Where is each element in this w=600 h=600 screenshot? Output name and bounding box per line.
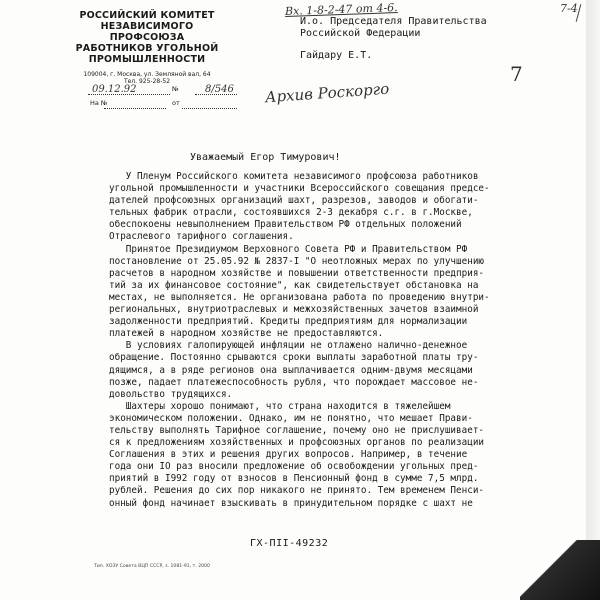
- body-line: обеспокоены невыполнением Правительством РФ отдельных положений: [109, 219, 462, 231]
- body-line: Шахтеры хорошо понимают, что страна находится в тяжелейшем: [109, 400, 451, 412]
- date-underline: [88, 94, 170, 95]
- org-phone: Тел. 925-28-52: [123, 78, 171, 85]
- org-name-line-3: РАБОТНИКОВ УГОЛЬНОЙ: [75, 43, 219, 54]
- addressee-line-1: И.о. Председателя Правительства: [300, 16, 487, 27]
- body-line: тий за их финансовое состояние", как свидетельствует обстановка на: [109, 279, 479, 291]
- body-line: местах, не выполняется. Не организована работа по проведению внутри-: [109, 291, 490, 303]
- addressee-block: [300, 16, 540, 62]
- body-line: онный фонд начинает взыскивать в принудительном порядке с шахт не: [109, 497, 473, 509]
- handwritten-page-number: 7-4: [560, 2, 578, 15]
- reply-to-number-label: На №: [90, 99, 108, 107]
- handwritten-archive-note: Архив Роскорго: [264, 79, 390, 107]
- addressee-line-2: Российской Федерации: [300, 28, 421, 39]
- org-name-line-1: РОССИЙСКИЙ КОМИТЕТ: [79, 10, 215, 21]
- body-line: платежей в народном хозяйстве не предоставляются.: [109, 328, 384, 340]
- body-line: года они IO раз вносили предложение об освобождении угольных пред-: [109, 461, 479, 473]
- outgoing-number: 8/546: [205, 84, 234, 95]
- letter-greeting: Уважаемый Егор Тимурович!: [190, 152, 341, 163]
- archive-code: ГХ-ПII-49232: [250, 538, 329, 549]
- number-underline: [195, 94, 237, 95]
- body-line: региональных, внутриотраслевых и межхозяйственных зачетов взаимной: [109, 304, 479, 316]
- body-line: угольной промышленности и участники Всероссийского совещания предсе-: [109, 183, 490, 195]
- reply-number-underline: [104, 108, 166, 109]
- body-line: Соглашения в этих и решения других вопросов. Например, в течение: [109, 449, 468, 461]
- body-line: тельству выполнять Тарифное соглашение, почему оно не прислушивает-: [109, 424, 485, 436]
- scan-corner-fold: [520, 540, 600, 600]
- body-line: довольство трудящихся.: [109, 388, 233, 400]
- body-line: рублей. Решения до сих пор никакого не принято. Тем временем Пенси-: [109, 485, 485, 497]
- body-line: Принятое Президиумом Верховного Совета РФ и Правительством РФ: [109, 243, 468, 255]
- body-line: Отраслевого тарифного соглашения.: [109, 231, 294, 243]
- body-line: обращение. Постоянно срываются сроки выплаты заработной платы тру-: [109, 352, 479, 364]
- letter-date: 09.12.92: [92, 84, 137, 95]
- handwritten-tick-mark: 7: [510, 62, 523, 86]
- reply-date-underline: [182, 108, 237, 109]
- body-line: ся к предложениям хозяйственных и профсоюзных органов по реализации: [109, 437, 485, 449]
- org-name-line-2: НЕЗАВИСИМОГО ПРОФСОЮЗА: [100, 21, 194, 43]
- outgoing-number-label: №: [172, 85, 179, 93]
- addressee-name: Гайдару Е.Т.: [300, 50, 373, 61]
- body-line: приятий в I992 году от взносов в Пенсионный фонд в сумме 7,5 млрд.: [109, 473, 479, 485]
- printer-imprint: Тип. ХОЗУ Совета ВЦП СССР, з. 1081-91, т. 2000: [94, 564, 210, 569]
- handwritten-incoming-reference: Вх. 1-8-2-47 от 4-6.: [284, 1, 398, 18]
- body-line: дящимся, а в ряде регионов она выплачивается одним-двумя месяцами: [109, 364, 473, 376]
- org-address: 109004, г. Москва, ул. Земляной вал, 64: [83, 71, 211, 78]
- body-line: У Пленум Российского комитета независимого профсоюза работников: [109, 171, 479, 182]
- body-line: В условиях галопирующей инфляции не отлажено налично-денежное: [109, 340, 468, 352]
- page-edge-shadow: [586, 0, 600, 600]
- body-line: задолженности предприятий. Кредиты предприятиям для нормализации: [109, 316, 468, 328]
- body-line: позже, падает платежеспособность рубля, что порождает массовое не-: [109, 376, 479, 388]
- body-line: постановление от 25.05.92 № 2837-I "О неотложных мерах по улучшению: [109, 255, 485, 267]
- letter-body: [109, 171, 529, 510]
- body-line: тельных фабрик отрасли, состоявшихся 2-3 декабря с.г. в г.Москве,: [109, 207, 473, 219]
- organization-letterhead: [68, 10, 226, 85]
- body-line: расчетов в народном хозяйстве и повышении ответственности предприя-: [109, 267, 485, 279]
- body-line: дателей профсоюзных организаций шахт, разрезов, заводов и обогати-: [109, 195, 479, 207]
- org-name-line-4: ПРОМЫШЛЕННОСТИ: [88, 54, 206, 65]
- body-line: экономическом положении. Однако, им не понятно, что мешает Прави-: [109, 412, 473, 424]
- reply-date-label: от: [172, 99, 180, 107]
